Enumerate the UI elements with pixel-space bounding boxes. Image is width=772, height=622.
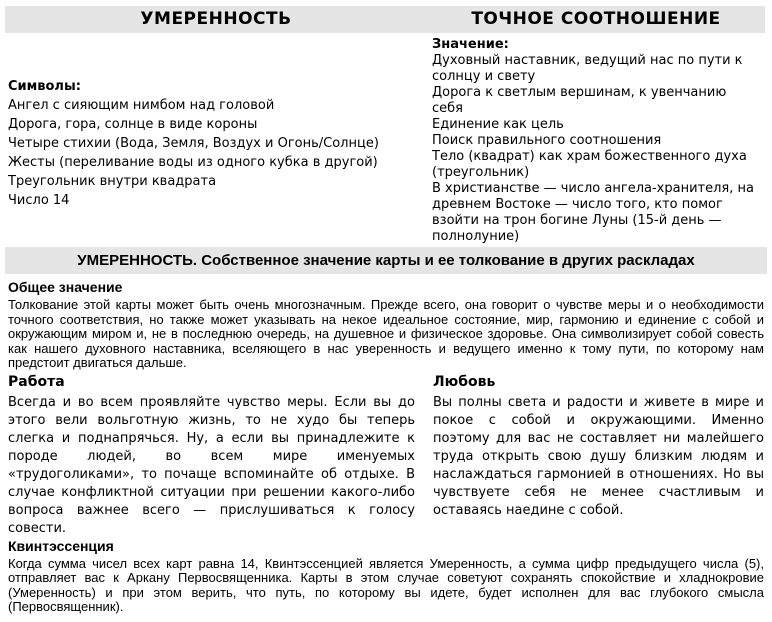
quintessence-heading: Квинтэссенция bbox=[8, 537, 114, 554]
symbol-item: Ангел с сияющим нимбом над головой bbox=[8, 98, 275, 113]
work-love-columns bbox=[8, 374, 764, 538]
general-text: Толкование этой карты может быть очень многозначным. Прежде всего, она говорит о чувстве меры и о необходимости точного соответствия, но также может указывать на некое идеальное состояние, мир, гармонию и единение с собой и окружающим миром и, не в последнюю очередь, на душевное и физическое здоровье. Она символизирует собой совесть как нашего духовного наставника, вселяющего в нас уверенность и ведущего именно к тому пути, по которому нам предстоит двигаться дальше. bbox=[8, 297, 764, 370]
love-text: Вы полны света и радости и живете в мире и покое с собой и окружающими. Именно поэтому для вас не составляет ни малейшего труда открыть свою душу близким людям и наслаждаться гармонией в отношениях. Но вы чувствуете себя не менее счастливым и оставаясь наедине с собой. bbox=[433, 394, 764, 518]
top-header-bar bbox=[5, 6, 767, 33]
love-heading: Любовь bbox=[433, 373, 496, 390]
card-title-header: УМЕРЕННОСТЬ bbox=[5, 6, 427, 33]
symbol-item: Четыре стихии (Вода, Земля, Воздух и Огонь/Солнце) bbox=[8, 136, 379, 151]
meaning-item: Единение как цель bbox=[432, 117, 564, 132]
symbols-section bbox=[5, 33, 427, 245]
general-meaning-section bbox=[8, 279, 764, 371]
meaning-item: Тело (квадрат) как храм божественного духа (треугольник) bbox=[432, 149, 747, 180]
exact-ratio-header: ТОЧНОЕ СООТНОШЕНИЕ bbox=[427, 6, 765, 33]
symbol-item: Жесты (переливание воды из одного кубка в другой) bbox=[8, 155, 378, 170]
meaning-heading: Значение: bbox=[432, 37, 509, 52]
love-section bbox=[433, 374, 764, 538]
meaning-item: Поиск правильного соотношения bbox=[432, 133, 662, 148]
meaning-section bbox=[427, 33, 765, 245]
top-columns bbox=[5, 33, 767, 245]
symbol-item: Треугольник внутри квадрата bbox=[8, 174, 217, 189]
meaning-item: В христианстве — число ангела-хранителя, на древнем Востоке — число того, кто помог взойти на трон богине Луны (15-й день — полнолуние) bbox=[432, 181, 754, 244]
symbol-item: Число 14 bbox=[8, 193, 70, 208]
meaning-item: Дорога к светлым вершинам, к увенчанию себя bbox=[432, 85, 727, 116]
symbols-heading: Символы: bbox=[8, 79, 81, 94]
work-heading: Работа bbox=[8, 373, 65, 390]
general-heading: Общее значение bbox=[8, 279, 123, 295]
quintessence-text: Когда сумма чисел всех карт равна 14, Квинтэссенцией является Умеренность, а сумма цифр предыдущего числа (5), отправляет вас к Аркану Первосвященника. Карты в этом случае советуют сохранять спокойствие и хладнокровие (Умеренность) и при этом верить, что путь, по которому вы идете, будет исполнен для вас глубокого смысла (Первосвященник). bbox=[8, 555, 764, 614]
meaning-item: Духовный наставник, ведущий нас по пути к солнцу и свету bbox=[432, 53, 743, 84]
work-text: Всегда и во всем проявляйте чувство меры. Если вы до этого вели вольготную жизнь, то не худо бы теперь слегка и поднапрячься. Ну, а если вы принадлежите к породе людей, во всем мире именуемых «трудоголиками», то почаще вспоминайте об отдыхе. В случае конфликтной ситуации при решении какого-либо вопроса важнее всего — прислушиваться к голосу совести. bbox=[8, 394, 415, 536]
quintessence-section bbox=[8, 538, 764, 615]
work-section bbox=[8, 374, 415, 538]
symbol-item: Дорога, гора, солнце в виде короны bbox=[8, 117, 258, 132]
section-banner: УМЕРЕННОСТЬ. Собственное значение карты и ее толкование в других раскладах bbox=[5, 247, 767, 274]
